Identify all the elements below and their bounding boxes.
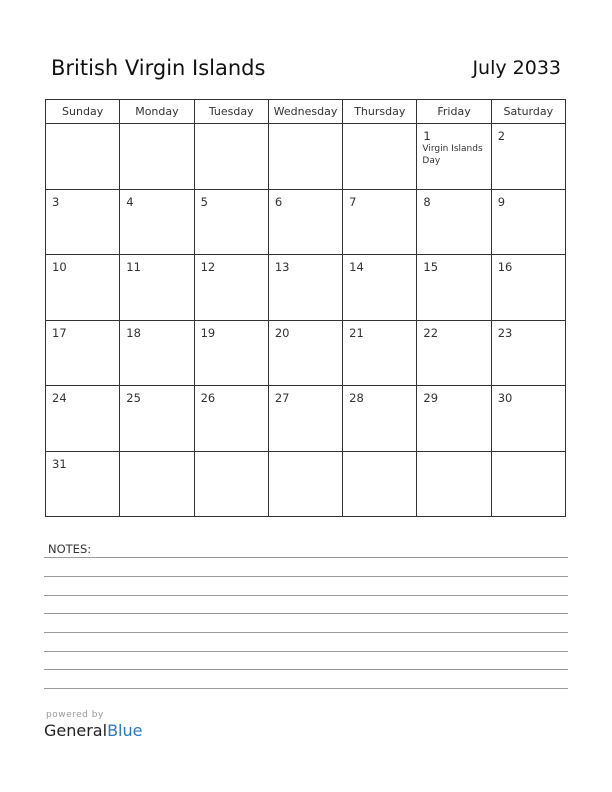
empty-day-cell [343,124,417,190]
notes-line [44,613,568,614]
weekday-header-row [46,100,566,124]
empty-day-cell [343,451,417,517]
day-number: 17 [52,325,67,340]
empty-day-cell [194,124,268,190]
weekday-monday: Monday [120,100,194,124]
day-cell-15 [417,255,491,321]
day-cell-6 [268,189,342,255]
day-cell-12 [194,255,268,321]
week-row [46,386,566,452]
day-cell-18 [120,320,194,386]
calendar-month: July 2033 [472,57,561,79]
day-number: 1 [423,129,431,143]
day-number: 20 [274,325,290,340]
day-cell-27 [268,386,342,452]
day-cell-22 [417,320,491,386]
day-number: 4 [126,194,134,209]
day-number: 11 [126,260,141,274]
day-number: 8 [423,194,431,209]
week-row [46,320,566,386]
powered-by-text: powered by [46,710,104,720]
day-number: 29 [423,391,439,405]
empty-day-cell [491,451,565,517]
empty-day-cell [120,451,194,517]
day-number: 28 [349,391,364,405]
day-number: 31 [52,456,67,471]
day-number: 21 [349,325,364,340]
notes-line [44,557,568,558]
day-cell-28 [343,386,417,452]
day-number: 22 [423,325,439,340]
notes-line [44,595,568,596]
day-cell-23 [491,320,565,386]
calendar-grid [45,99,566,517]
day-cell-7 [343,189,417,255]
day-number: 24 [52,391,67,405]
day-cell-20 [268,320,342,386]
day-cell-21 [343,320,417,386]
empty-day-cell [268,124,342,190]
day-cell-10 [46,255,120,321]
empty-day-cell [268,451,342,517]
day-cell-13 [268,255,342,321]
notes-line [44,669,568,670]
day-cell-3 [46,189,120,255]
empty-day-cell [120,124,194,190]
day-cell-17 [46,320,120,386]
empty-day-cell [194,451,268,517]
notes-line [44,576,568,577]
notes-line [44,632,568,633]
day-number: 6 [274,194,283,209]
weekday-sunday: Sunday [46,100,120,124]
notes-line [44,651,568,652]
day-cell-19 [194,320,268,386]
weekday-friday: Friday [417,100,491,124]
brand-general: General [44,721,108,740]
day-number: 9 [497,194,506,209]
day-number: 27 [274,391,290,405]
brand-logo[interactable] [44,721,142,740]
day-number: 13 [274,260,290,274]
day-cell-29 [417,386,491,452]
week-row [46,124,566,190]
day-number: 10 [52,260,67,274]
day-cell-2 [491,124,565,190]
day-number: 18 [126,325,141,340]
day-cell-25 [120,386,194,452]
week-row [46,451,566,517]
day-cell-5 [194,189,268,255]
week-row [46,189,566,255]
weekday-tuesday: Tuesday [194,100,268,124]
day-number: 30 [497,391,513,405]
day-number: 15 [423,260,439,274]
day-number: 16 [497,260,513,274]
day-number: 19 [200,325,216,340]
brand-blue: Blue [107,721,143,740]
weekday-wednesday: Wednesday [268,100,342,124]
day-cell-1 [417,124,491,190]
day-number: 12 [200,260,216,274]
day-cell-14 [343,255,417,321]
day-cell-26 [194,386,268,452]
day-number: 23 [497,325,513,340]
notes-line [44,688,568,689]
day-cell-11 [120,255,194,321]
weekday-saturday: Saturday [491,100,565,124]
empty-day-cell [46,124,120,190]
day-cell-4 [120,189,194,255]
day-number: 3 [52,194,60,209]
weekday-thursday: Thursday [343,100,417,124]
holiday-label: Virgin Islands Day [422,144,483,166]
day-number: 25 [126,391,141,405]
day-cell-16 [491,255,565,321]
calendar-title: British Virgin Islands [51,56,266,80]
day-cell-9 [491,189,565,255]
day-cell-24 [46,386,120,452]
day-number: 14 [349,260,364,274]
day-number: 2 [497,129,506,143]
day-number: 26 [200,391,216,405]
empty-day-cell [417,451,491,517]
day-number: 7 [349,194,357,209]
day-cell-30 [491,386,565,452]
week-row [46,255,566,321]
notes-label: NOTES: [48,542,92,556]
day-cell-31 [46,451,120,517]
day-number: 5 [200,194,208,209]
day-cell-8 [417,189,491,255]
